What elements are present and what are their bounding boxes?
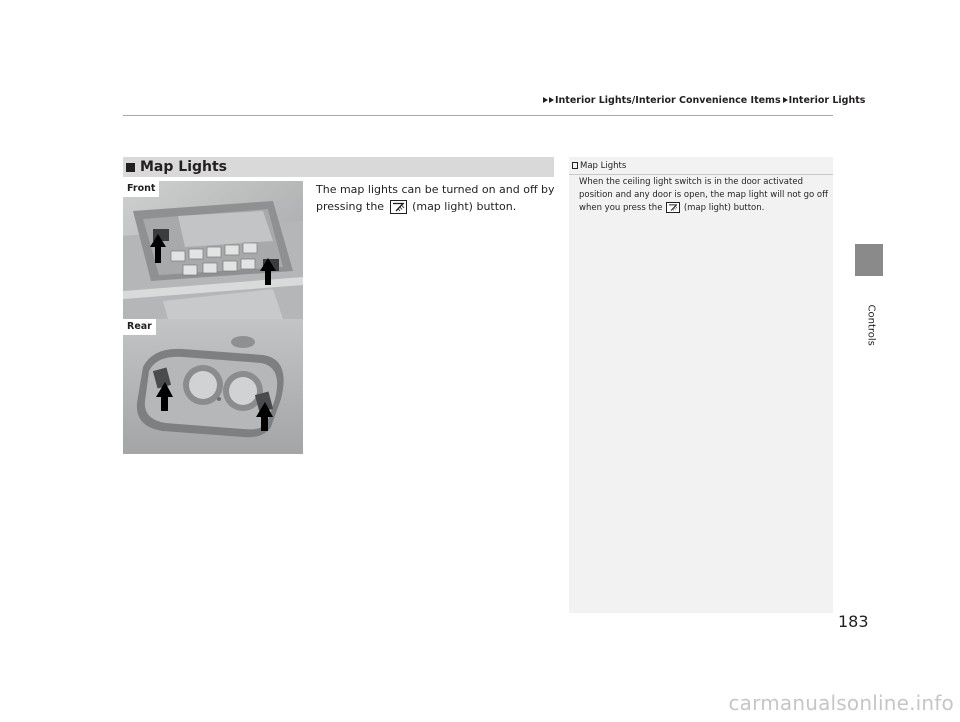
side-note — [569, 157, 833, 613]
front-console-illustration — [123, 181, 303, 319]
map-light-icon — [390, 200, 407, 214]
map-light-icon — [666, 202, 680, 213]
body-paragraph — [316, 181, 556, 215]
chapter-tab[interactable] — [855, 244, 883, 276]
breadcrumb-item[interactable]: Interior Lights/Interior Convenience Items — [555, 94, 781, 106]
side-note-text-start: When the ceiling light switch is in the door activated position and any door is open, the map light will not go off when you press the — [579, 177, 828, 213]
rear-console-illustration — [123, 319, 303, 454]
watermark: carmanualsonline.info — [728, 691, 954, 715]
breadcrumb — [543, 93, 865, 107]
breadcrumb-arrow-icon — [549, 97, 554, 103]
map-light-glyph — [667, 203, 679, 212]
page-number: 183 — [838, 612, 869, 631]
chapter-tab-label: Controls — [865, 304, 877, 346]
side-note-text — [579, 176, 829, 215]
note-marker-icon — [572, 162, 578, 169]
breadcrumb-arrow-icon — [543, 97, 548, 103]
section-heading — [123, 157, 554, 177]
figure-label-rear: Rear — [123, 319, 156, 335]
side-note-title: Map Lights — [580, 160, 627, 171]
rear-map-light-photo — [123, 319, 303, 454]
breadcrumb-item[interactable]: Interior Lights — [788, 94, 866, 106]
map-light-glyph — [391, 201, 406, 213]
front-map-light-photo — [123, 181, 303, 319]
body-text-end: (map light) button. — [412, 200, 517, 213]
body-text-start: The map lights can be turned on and off by pressing the — [316, 183, 555, 213]
section-marker-icon — [126, 163, 135, 172]
breadcrumb-arrow-icon — [783, 97, 788, 103]
side-note-header — [569, 157, 833, 175]
section-title: Map Lights — [140, 159, 228, 175]
side-note-text-end: (map light) button. — [683, 203, 765, 213]
figure-label-front: Front — [123, 181, 159, 197]
header-divider — [123, 115, 833, 116]
